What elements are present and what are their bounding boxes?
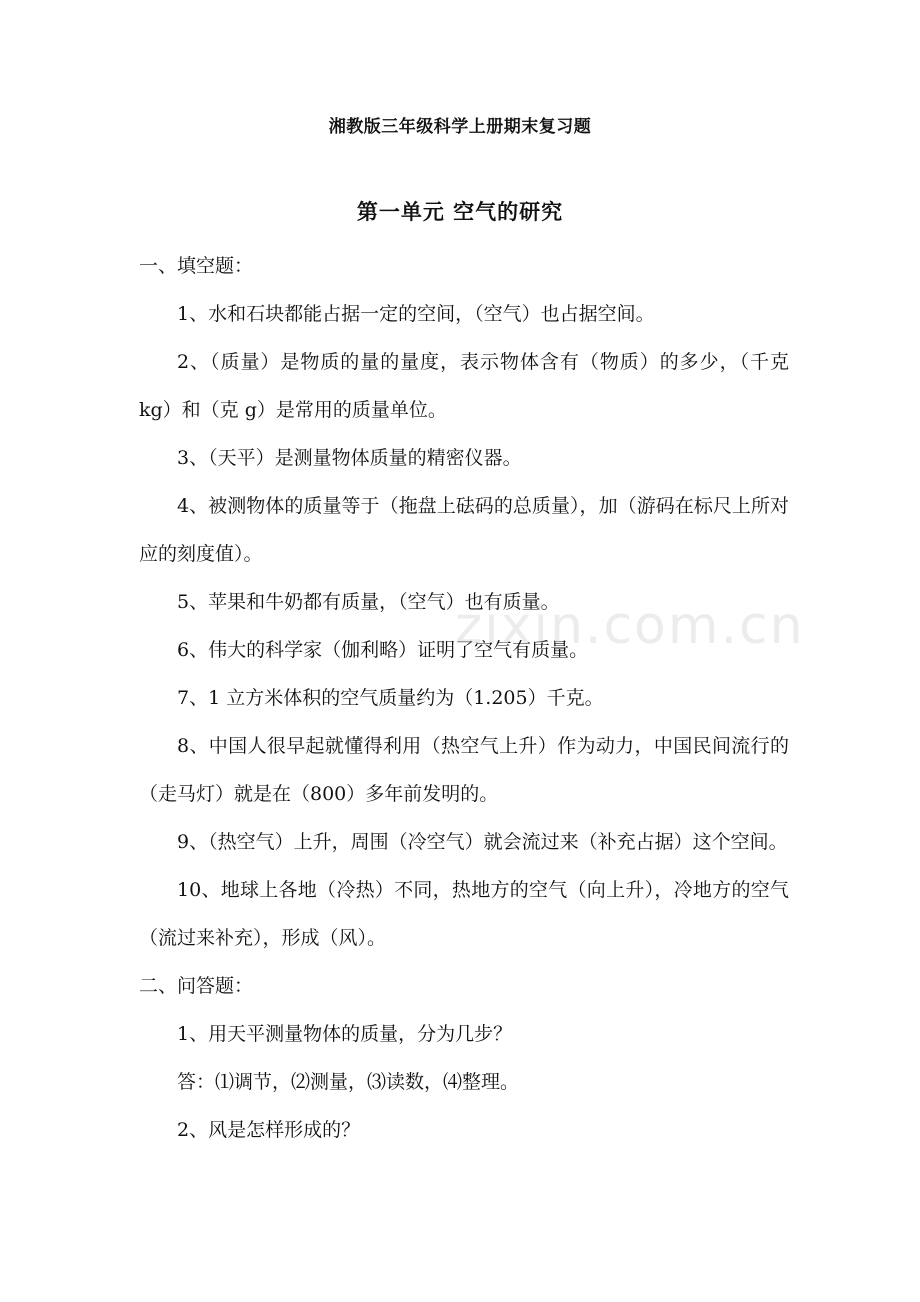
question-1: 1、用天平测量物体的质量，分为几步？ [177,1023,513,1045]
fill-blank-item-3: 3、（天平）是测量物体质量的精密仪器。 [177,447,522,469]
answer-1: 答：⑴调节，⑵测量，⑶读数，⑷整理。 [177,1071,520,1093]
fill-blank-item-8: 8、中国人很早起就懂得利用（热空气上升）作为动力，中国民间流行的（走马灯）就是在（800）多年前发明的。 [139,735,789,805]
fill-blank-item-10: 10、地球上各地（冷热）不同，热地方的空气（向上升），冷地方的空气（流过来补充），形成（风）。 [139,879,789,949]
fill-blank-item-1: 1、水和石块都能占据一定的空间，（空气）也占据空间。 [177,303,655,325]
fill-blank-item-7: 7、1 立方米体积的空气质量约为（1.205）千克。 [177,687,604,709]
fill-blank-item-2: 2、（质量）是物质的量的量度，表示物体含有（物质）的多少，（千克 kg）和（克 g）是常用的质量单位。 [139,351,789,421]
question-2: 2、风是怎样形成的？ [177,1119,361,1141]
document-body [139,242,789,1154]
fill-blank-item-5: 5、苹果和牛奶都有质量，（空气）也有质量。 [177,591,560,613]
document-title: 湘教版三年级科学上册期末复习题 [328,117,592,137]
fill-blank-item-9: 9、（热空气）上升，周围（冷空气）就会流过来（补充占据）这个空间。 [177,831,788,853]
watermark: zixin.com.cn [455,596,805,656]
section-heading-qa: 二、问答题： [139,975,254,997]
fill-blank-item-6: 6、伟大的科学家（伽利略）证明了空气有质量。 [177,639,589,661]
section-heading-fill-blank: 一、填空题： [139,255,254,277]
unit-title: 第一单元 空气的研究 [356,199,564,224]
fill-blank-item-4: 4、被测物体的质量等于（拖盘上砝码的总质量），加（游码在标尺上所对应的刻度值）。 [139,495,789,565]
